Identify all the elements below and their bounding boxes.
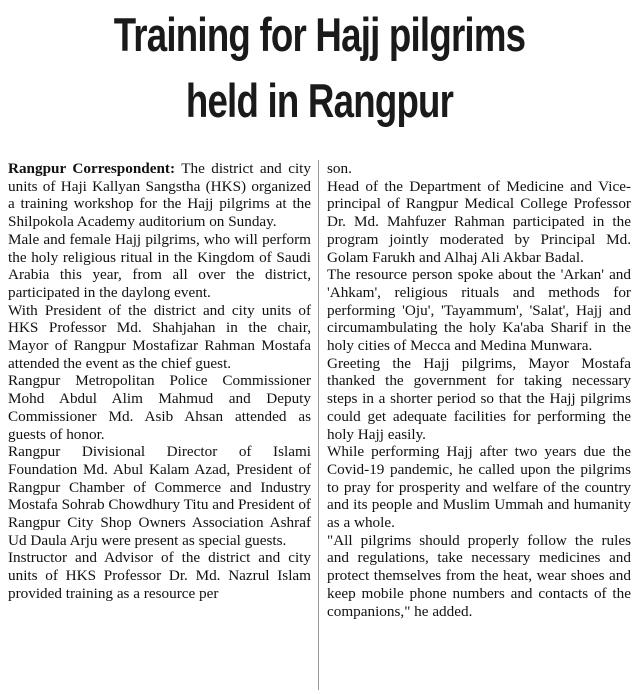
headline-line-1: Training for Hajj pilgrims xyxy=(113,8,526,61)
paragraph: While performing Hajj after two years due the Covid-19 pandemic, he called upon the pilgrims to pray for prosperity and welfare of the country and its people and Muslim Ummah and humanity as a whole. xyxy=(327,443,631,532)
paragraph: Instructor and Advisor of the district and city units of HKS Professor Dr. Md. Nazrul Islam provided training as a resource per xyxy=(8,549,311,602)
paragraph: Rangpur Metropolitan Police Commissioner Mohd Abdul Alim Mahmud and Deputy Commissioner Md. Asib Ahsan attended as guests of honor. xyxy=(8,372,311,443)
paragraph-text: The district and city units of Haji Kallyan Sangstha (HKS) organized a training workshop for the Hajj pilgrims at the Shilpokola Academy auditorium on Sunday. xyxy=(8,160,311,231)
paragraph: Head of the Department of Medicine and Vice-principal of Rangpur Medical College Professor Dr. Md. Mahfuzer Rahman participated in the program jointly moderated by Principal Md. Golam Farukh and Alhaj Ali Akbar Badal. xyxy=(327,177,631,266)
paragraph: Rangpur Divisional Director of Islami Foundation Md. Abul Kalam Azad, President of Rangpur Chamber of Commerce and Industry Mostafa Sohrab Chowdhury Titu and President of Rangpur City Shop Owners Association Ashraf Ud Daula Arju were present as special guests. xyxy=(8,443,311,549)
column-divider xyxy=(318,160,319,690)
byline: Rangpur Correspondent: xyxy=(8,160,176,177)
paragraph: With President of the district and city units of HKS Professor Md. Shahjahan in the chair, Mayor of Rangpur Mostafizar Rahman Mostafa attended the event as the chief guest. xyxy=(8,301,311,372)
paragraph xyxy=(8,160,311,231)
paragraph: Male and female Hajj pilgrims, who will perform the holy religious ritual in the Kingdom of Saudi Arabia this year, from all over the district, participated in the daylong event. xyxy=(8,230,311,301)
paragraph: "All pilgrims should properly follow the rules and regulations, take necessary medicines and protect themselves from the heat, wear shoes and keep mobile phone numbers and contacts of the companions," he added. xyxy=(327,531,631,620)
article-column-right xyxy=(327,160,631,620)
headline-line-2: held in Rangpur xyxy=(185,74,454,127)
paragraph: Greeting the Hajj pilgrims, Mayor Mostafa thanked the government for taking necessary steps in a shorter period so that the Hajj pilgrims could get adequate facilities for performing the holy Hajj easily. xyxy=(327,354,631,443)
headline xyxy=(70,2,568,134)
paragraph: son. xyxy=(327,160,352,177)
paragraph: The resource person spoke about the 'Arkan' and 'Ahkam', religious rituals and methods for performing 'Oju', 'Tayammum', 'Salat', Hajj and circumambulating the holy Ka'aba Sharif in the holy cities of Mecca and Medina Munwara. xyxy=(327,266,631,355)
article-column-left xyxy=(8,160,311,603)
